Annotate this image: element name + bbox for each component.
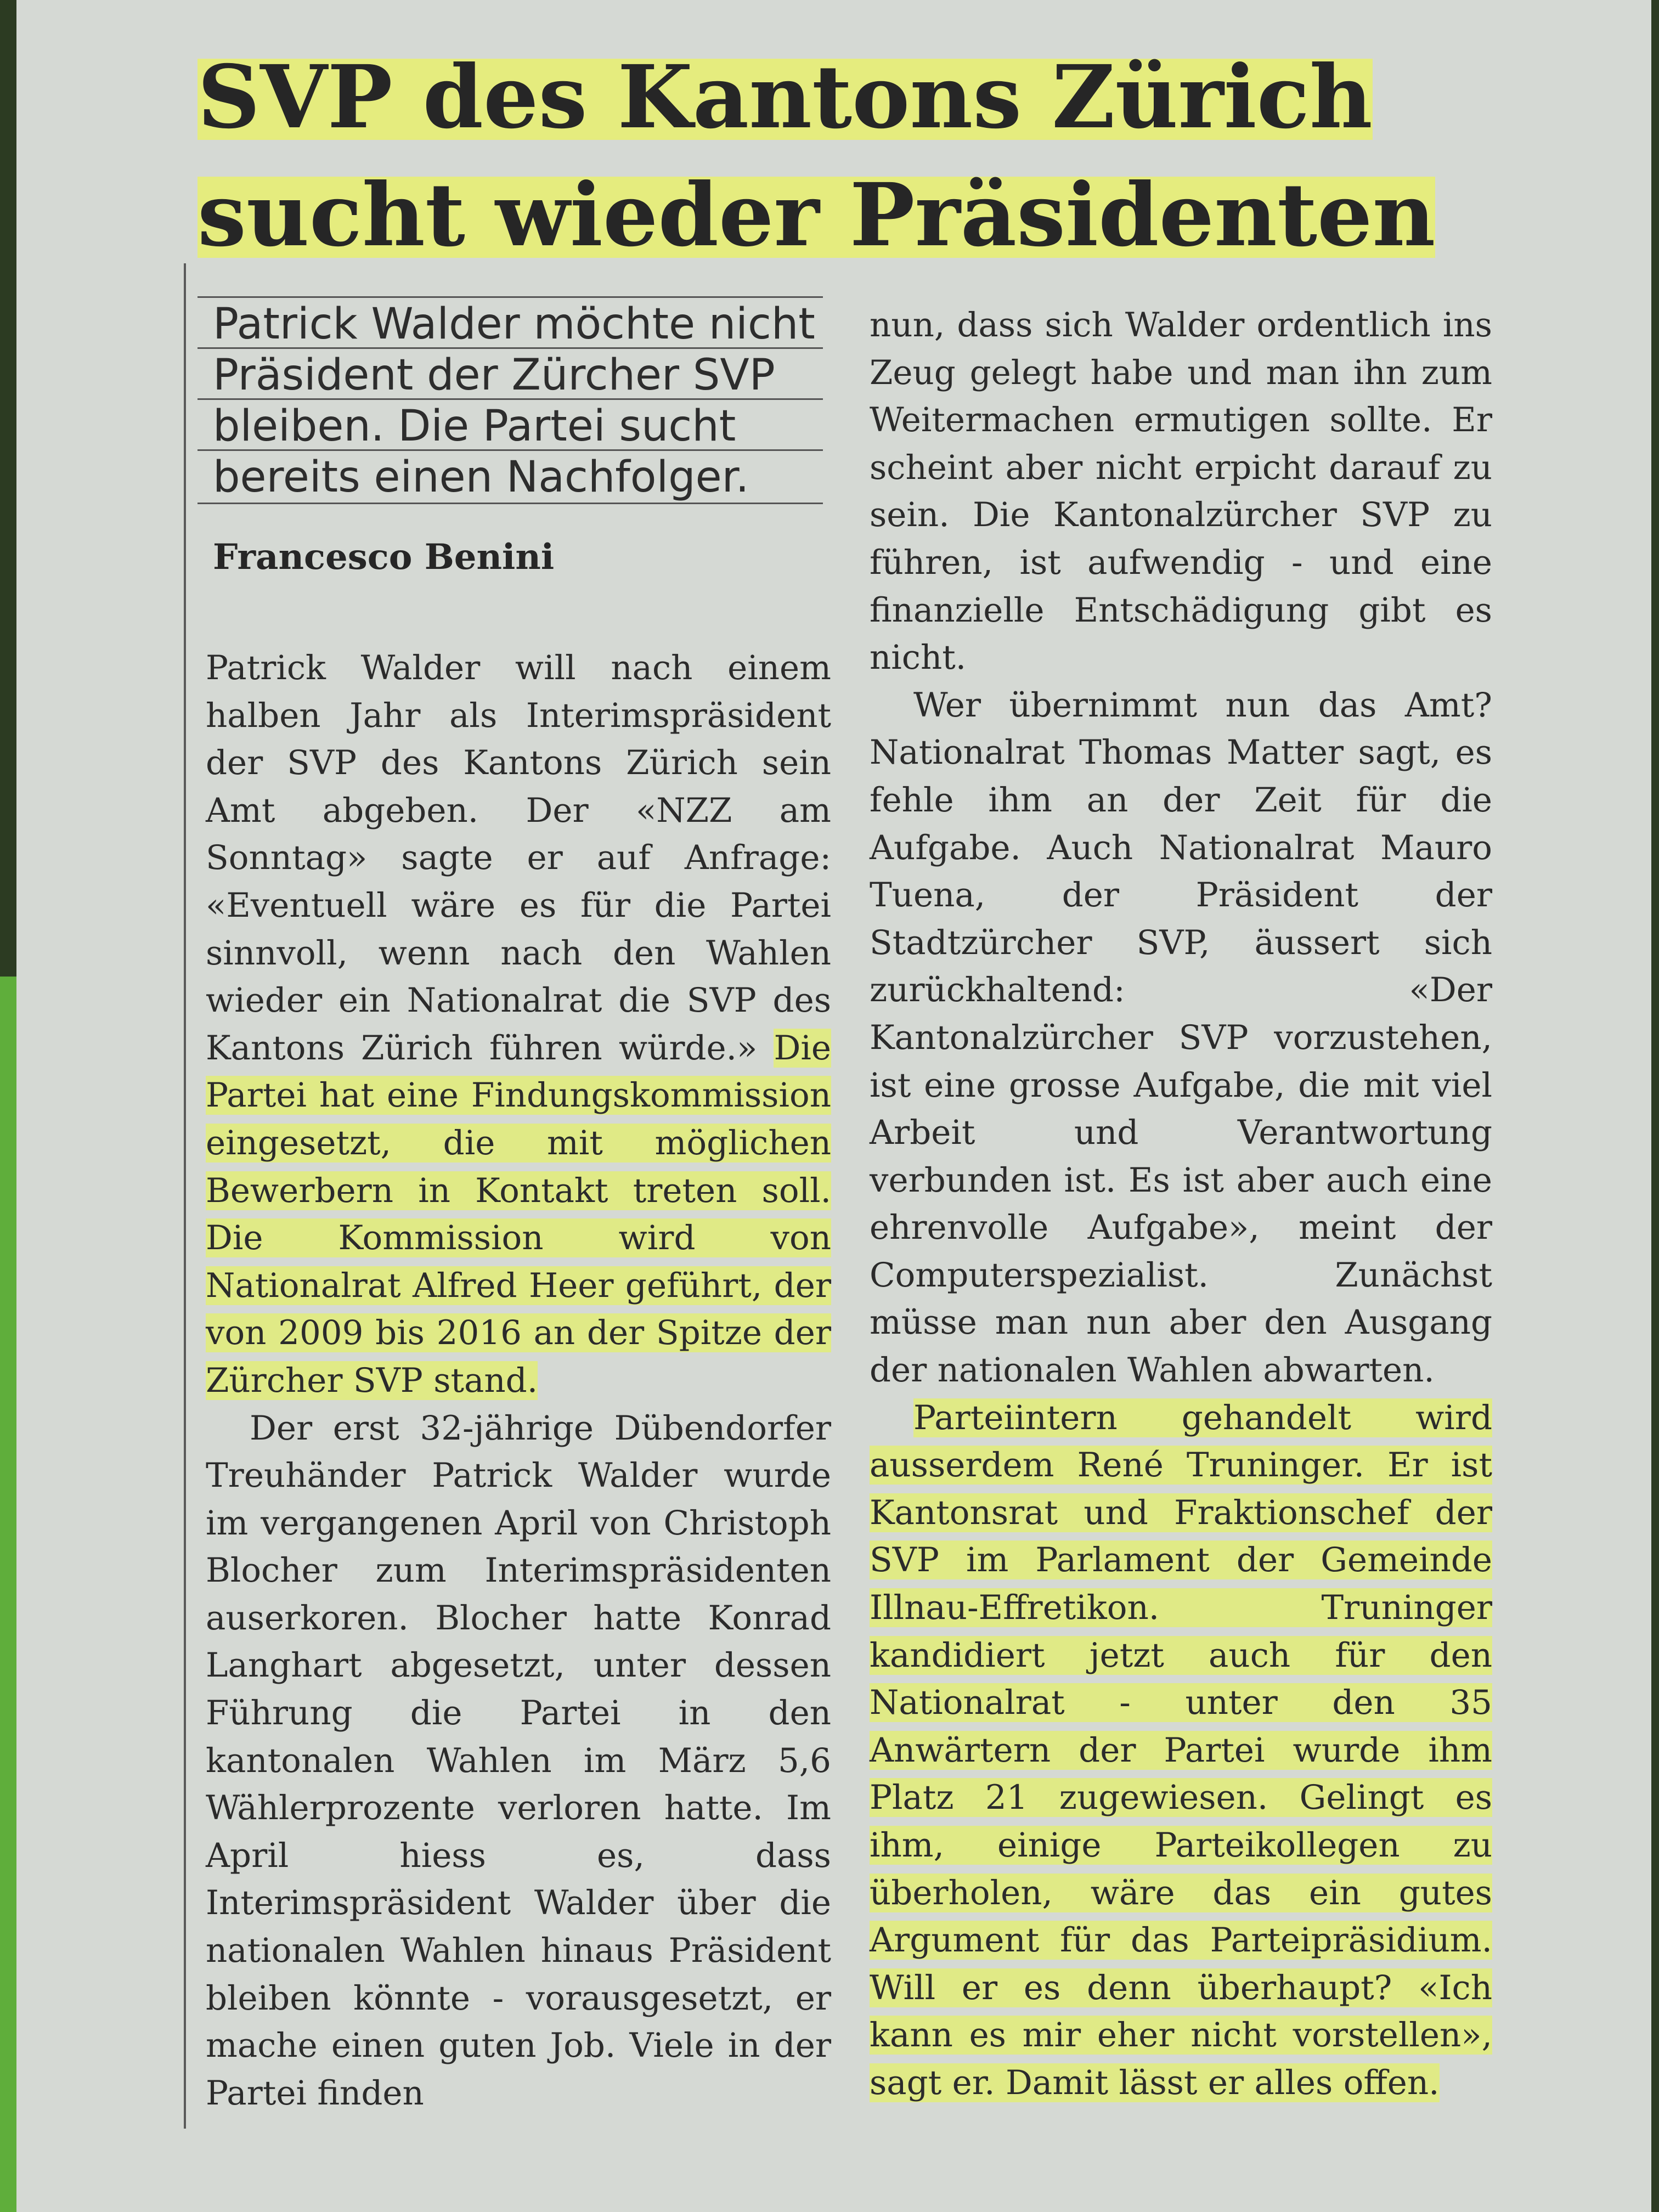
- lead-line: bereits einen Nachfolger.: [198, 449, 823, 504]
- author-byline: Francesco Benini: [213, 537, 555, 578]
- article-column-1: [206, 645, 831, 2117]
- paragraph-text: Patrick Walder will nach einem halben Jahr als Interimspräsident der SVP des Kantons Zürich sein Amt abgeben. Der «NZZ am Sonntag» sagte er auf Anfrage: «Eventuell wäre es für die Partei sinnvoll, wenn nach den Wahlen wieder ein Nationalrat die SVP des Kantons Zürich führen würde.»: [206, 648, 831, 1068]
- headline: [198, 38, 1624, 274]
- lead-line: bleiben. Die Partei sucht: [198, 398, 823, 449]
- article-column-2: [870, 302, 1492, 2107]
- paragraph: [870, 1395, 1492, 2107]
- newspaper-clipping: [16, 0, 1651, 2212]
- headline-line-1: SVP des Kantons Zürich: [198, 47, 1373, 148]
- column-rule: [184, 263, 186, 2129]
- lead-line: Patrick Walder möchte nicht: [198, 296, 823, 347]
- paragraph: [206, 645, 831, 1405]
- lead-text: [198, 296, 823, 504]
- paragraph: Wer übernimmt nun das Amt? Nationalrat Thomas Matter sagt, es fehle ihm an der Zeit für die Aufgabe. Auch Nationalrat Mauro Tuena, der Präsident der Stadtzürcher SVP, äussert sich zurückhaltend: «Der Kantonalzürcher SVP vorzustehen, ist eine grosse Aufgabe, die mit viel Arbeit und Verantwortung verbunden ist. Es ist aber auch eine ehrenvolle Aufgabe», meint der Computerspezialist. Zunächst müsse man nun aber den Ausgang der nationalen Wahlen abwarten.: [870, 685, 1492, 1390]
- paragraph: nun, dass sich Walder ordentlich ins Zeug gelegt habe und man ihn zum Weitermachen ermutigen sollte. Er scheint aber nicht erpicht darauf zu sein. Die Kantonalzürcher SVP zu führen, ist aufwendig - und eine finanzielle Entschädigung gibt es nicht.: [870, 306, 1492, 678]
- headline-line-2: sucht wieder Präsidenten: [198, 165, 1436, 266]
- highlighted-text: Parteiintern gehandelt wird ausserdem René Truninger. Er ist Kantonsrat und Fraktionschef der SVP im Parlament der Gemeinde Illnau-Effretikon. Truninger kandidiert jetzt auch für den Nationalrat - unter den 35 Anwärtern der Partei wurde ihm Platz 21 zugewiesen. Gelingt es ihm, einige Parteikollegen zu überholen, wäre das ein gutes Argument für das Parteipräsidium. Will er es denn überhaupt? «Ich kann es mir eher nicht vorstellen», sagt er. Damit lässt er alles offen.: [870, 1398, 1492, 2102]
- lead-line: Präsident der Zürcher SVP: [198, 347, 823, 398]
- paragraph: Der erst 32-jährige Dübendorfer Treuhänder Patrick Walder wurde im vergangenen April von Christoph Blocher zum Interimspräsidenten auserkoren. Blocher hatte Konrad Langhart abgesetzt, unter dessen Führung die Partei in den kantonalen Wahlen im März 5,6 Wählerprozente verloren hatte. Im April hiess es, dass Interimspräsident Walder über die nationalen Wahlen hinaus Präsident bleiben könnte - vorausgesetzt, er mache einen guten Job. Viele in der Partei finden: [206, 1408, 831, 2113]
- highlighted-text: Die Partei hat eine Findungskommission eingesetzt, die mit möglichen Bewerbern in Kontakt treten soll. Die Kommission wird von Nationalrat Alfred Heer geführt, der von 2009 bis 2016 an der Spitze der Zürcher SVP stand.: [206, 1028, 831, 1400]
